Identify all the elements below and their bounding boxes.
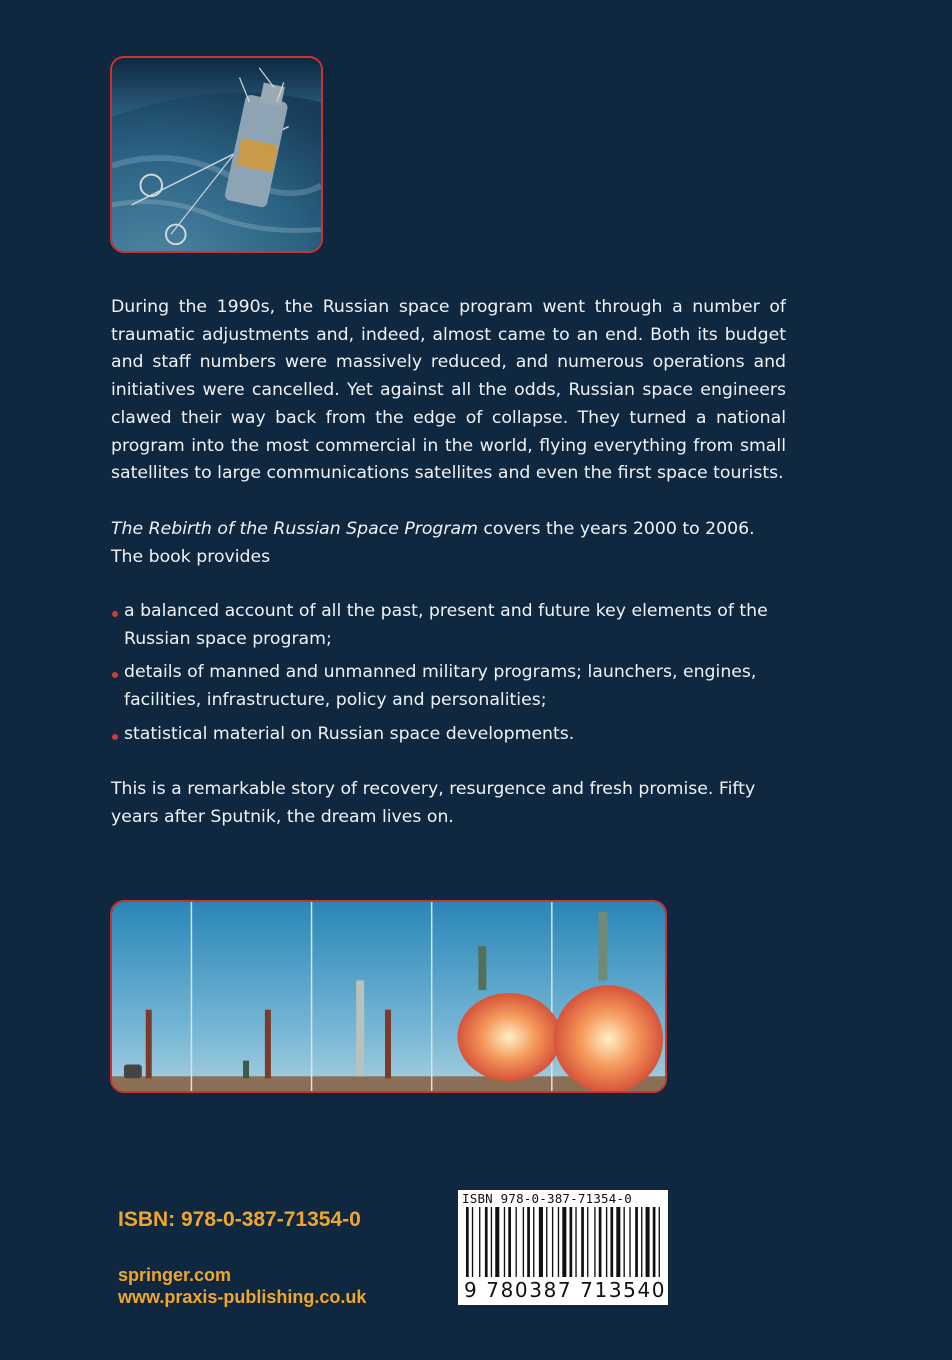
barcode-bar <box>641 1207 642 1277</box>
book-title: The Rebirth of the Russian Space Program <box>111 519 478 539</box>
barcode-bar <box>552 1207 553 1277</box>
barcode-isbn-text: ISBN 978-0-387-71354-0 <box>462 1191 632 1206</box>
barcode-bar <box>587 1207 588 1277</box>
barcode-bar <box>472 1207 473 1277</box>
barcode-bar <box>562 1207 566 1277</box>
barcode <box>458 1190 668 1305</box>
barcode-icon <box>466 1207 660 1277</box>
intro-paragraph: During the 1990s, the Russian space program went through a number of traumatic adjustments and, indeed, almost came to an end. Both its budget and staff numbers were massively reduced, and numerous operations and initiatives were cancelled. Yet against all the odds, Russian space engineers clawed their way back from the edge of collapse. They turned a national program into the most commercial in the world, flying everything from small satellites to large communications satellites and even the first space tourists. <box>111 297 786 484</box>
launch-sequence-photo <box>110 900 667 1093</box>
barcode-bar <box>616 1207 620 1277</box>
feature-list <box>111 598 786 755</box>
barcode-bar <box>659 1207 660 1277</box>
list-item-text: a balanced account of all the past, present and future key elements of the Russian space program; <box>124 601 768 649</box>
satellite-photo <box>110 56 323 253</box>
list-item <box>111 721 786 749</box>
barcode-bar <box>508 1207 511 1277</box>
barcode-bar <box>523 1207 524 1277</box>
barcode-bar <box>629 1207 630 1277</box>
barcode-bar <box>606 1207 607 1277</box>
springer-link[interactable]: springer.com <box>118 1265 232 1285</box>
list-item <box>111 598 786 653</box>
barcode-bar <box>624 1207 625 1277</box>
barcode-bar <box>558 1207 559 1277</box>
closing-paragraph: This is a remarkable story of recovery, resurgence and fresh promise. Fifty years after Sputnik, the dream lives on. <box>111 779 756 827</box>
isbn-label: ISBN: 978-0-387-71354-0 <box>118 1208 361 1231</box>
barcode-bar <box>575 1207 576 1277</box>
barcode-bar <box>635 1207 638 1277</box>
barcode-bar <box>594 1207 595 1277</box>
barcode-bar <box>485 1207 488 1277</box>
barcode-bar <box>479 1207 480 1277</box>
barcode-bar <box>653 1207 656 1277</box>
barcode-bar <box>610 1207 613 1277</box>
launch-sequence-illustration <box>112 902 665 1091</box>
bullet-icon <box>112 672 118 678</box>
list-item <box>111 659 786 714</box>
bullet-icon <box>112 611 118 617</box>
satellite-illustration <box>112 58 321 251</box>
list-item-text: details of manned and unmanned military programs; launchers, engines, facilities, infrastructure, policy and personalities; <box>124 662 757 711</box>
bullet-icon <box>112 734 118 740</box>
barcode-bar <box>491 1207 492 1277</box>
barcode-bar <box>581 1207 584 1277</box>
barcode-bar <box>516 1207 517 1277</box>
list-item-text: statistical material on Russian space developments. <box>124 723 575 744</box>
barcode-bar <box>466 1207 469 1277</box>
book-description-text: covers the years 2000 to 2006. The book provides <box>111 519 755 567</box>
barcode-bar <box>533 1207 534 1277</box>
barcode-bar <box>546 1207 547 1277</box>
book-description <box>111 516 786 571</box>
barcode-bar <box>504 1207 505 1277</box>
barcode-bar <box>599 1207 602 1277</box>
barcode-bar <box>570 1207 573 1277</box>
barcode-bar <box>495 1207 499 1277</box>
barcode-bar <box>646 1207 650 1277</box>
praxis-link[interactable]: www.praxis-publishing.co.uk <box>118 1287 367 1307</box>
publisher-links <box>118 1264 366 1308</box>
barcode-bar <box>527 1207 530 1277</box>
barcode-number: 9 780387 713540 <box>464 1278 667 1302</box>
barcode-bar <box>539 1207 543 1277</box>
